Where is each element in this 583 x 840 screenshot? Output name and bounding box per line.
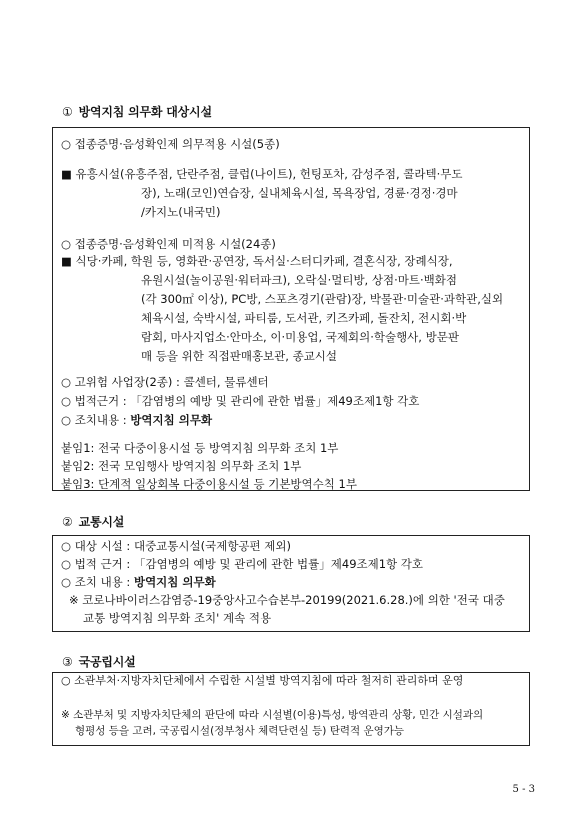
attachment-2: 붙임2: 전국 모임행사 방역지침 의무화 조치 1부 bbox=[61, 459, 302, 473]
measure-value: 방역지침 의무화 bbox=[130, 413, 213, 427]
general-facilities-line-5: 람회, 마사지업소·안마소, 이·미용업, 국제회의·학술행사, 방문판 bbox=[141, 330, 459, 344]
section-1-title: 방역지침 의무화 대상시설 bbox=[78, 105, 212, 119]
entertainment-facilities-line-2: 장), 노래(코인)연습장, 실내체육시설, 목욕장업, 경륜·경정·경마 bbox=[141, 186, 458, 200]
section-2-box bbox=[52, 535, 530, 632]
entertainment-facilities-line-1: ■ 유흥시설(유흥주점, 단란주점, 클럽(나이트), 헌팅포차, 감성주점, 콜라텍·무도 bbox=[61, 167, 463, 181]
section-1-number: ① bbox=[62, 105, 73, 119]
section-2-number: ② bbox=[62, 515, 73, 529]
section-1-heading bbox=[62, 103, 212, 120]
vaccine-pass-applied-heading: ○ 접종증명·음성확인제 의무적용 시설(5종) bbox=[61, 137, 280, 151]
general-facilities-line-1: ■ 식당·카페, 학원 등, 영화관·공연장, 독서실·스터디카페, 결혼식장, 장례식장, bbox=[61, 254, 453, 268]
transport-legal-basis: ○ 법적 근거 : 「감염병의 예방 및 관리에 관한 법률」제49조제1항 각호 bbox=[61, 557, 424, 571]
public-facilities-operation: ○ 소관부처·지방자치단체에서 수립한 시설별 방역지침에 따라 철저히 관리하며 운영 bbox=[61, 674, 464, 687]
entertainment-facilities-line-3: /카지노(내국민) bbox=[141, 205, 221, 219]
section-3-box bbox=[52, 672, 530, 746]
section-3-heading bbox=[62, 653, 136, 670]
measure-label: ○ 조치내용 : bbox=[61, 413, 131, 427]
general-facilities-line-4: 체육시설, 숙박시설, 파티룸, 도서관, 키즈카페, 돌잔치, 전시회·박 bbox=[141, 311, 467, 325]
transport-note-line-2: 교통 방역지침 의무화 조치' 계속 적용 bbox=[83, 611, 272, 625]
vaccine-pass-not-applied-heading: ○ 접종증명·음성확인제 미적용 시설(24종) bbox=[61, 237, 276, 251]
general-facilities-line-6: 매 등을 위한 직접판매홍보관, 종교시설 bbox=[141, 349, 338, 363]
general-facilities-line-2: 유원시설(놀이공원·워터파크), 오락실·멀티방, 상점·마트·백화점 bbox=[141, 273, 457, 287]
transport-measure-label: ○ 조치 내용 : bbox=[61, 575, 134, 589]
transport-measure bbox=[61, 574, 216, 590]
transport-measure-value: 방역지침 의무화 bbox=[133, 575, 216, 589]
public-facilities-note-line-1: ※ 소관부처 및 지방자치단체의 판단에 따라 시설별(이용)특성, 방역관리 상황, 민간 시설과의 bbox=[61, 709, 484, 721]
attachment-3: 붙임3: 단계적 일상회복 다중이용시설 등 기본방역수칙 1부 bbox=[61, 477, 357, 491]
general-facilities-line-3: (각 300㎡ 이상), PC방, 스포츠경기(관람)장, 박물관·미술관·과학관,실외 bbox=[141, 292, 504, 306]
attachment-1: 붙임1: 전국 다중이용시설 등 방역지침 의무화 조치 1부 bbox=[61, 441, 339, 455]
high-risk-workplaces: ○ 고위험 사업장(2종) : 콜센터, 물류센터 bbox=[61, 375, 269, 389]
section-2-title: 교통시설 bbox=[78, 515, 125, 529]
public-facilities-note-line-2: 형평성 등을 고려, 국공립시설(정부청사 체력단련실 등) 탄력적 운영가능 bbox=[75, 725, 405, 737]
legal-basis: ○ 법적근거 : 「감염병의 예방 및 관리에 관한 법률」제49조제1항 각호 bbox=[61, 394, 420, 408]
section-1-box bbox=[52, 127, 530, 491]
transport-note-line-1: ※ 코로나바이러스감염증-19중앙사고수습본부-20199(2021.6.28.)에 의한 '전국 대중 bbox=[69, 593, 505, 607]
measure-content bbox=[61, 412, 212, 428]
section-3-number: ③ bbox=[62, 655, 73, 669]
page-number: 5 - 3 bbox=[512, 784, 535, 795]
section-2-heading bbox=[62, 513, 124, 530]
transport-target: ○ 대상 시설 : 대중교통시설(국제항공편 제외) bbox=[61, 539, 292, 553]
section-3-title: 국공립시설 bbox=[78, 655, 136, 669]
